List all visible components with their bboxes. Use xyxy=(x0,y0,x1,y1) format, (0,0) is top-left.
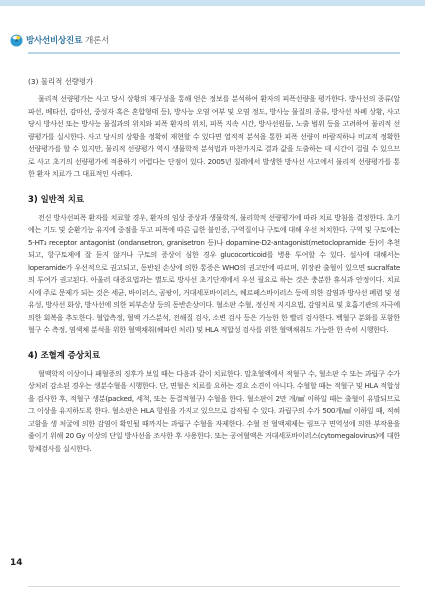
paragraph-general-treatment: 전신 방사선피폭 환자를 치료할 경우, 환자의 임상 증상과 생물학적, 물리학적 선량평가에 따라 치료 방침을 결정한다. 초기에는 기도 및 순환기능 유지에 중점을 두고 피폭에 따른 급한 불인증, 구역질이나 구토에 대해 우선 처치한다. 구역 및 구토에는 5-HT₃ receptor antagonist (ondansetron, granisetron 등)나 dopamine-D2-antagonist(metoclopramide 등)이 추천되고, 항구토제에 잘 듣지 않거나 구토의 증상이 심한 경우 glucocorticoid를 병용 투여할 수 있다. 설사에 대해서는 loperamide가 우선적으로 권고되고, 동반된 손상에 의한 통증은 WHO의 권고안에 따르며, 위장관 출혈이 있으면 sucralfate의 투여가 권고된다. 아울러 대증요법과는 별도로 방사선 초기단계에서 우선 필요로 하는 것은 충분한 휴식과 안정이다. 치료 시에 주로 문제가 되는 것은 세균, 바이러스, 곰팡이, 거대세포바이러스, 헤르페스바이러스 등에 의한 감염과 방사선 폐렴 및 섬유성, 방사선 화상, 방사선에 의한 피부손상 등의 동반손상이다. 혈소판 수혈, 정신적 지지요법, 감염치료 및 호흡기관의 자극에 의한 회복을 추도한다. 혈압측정, 혈액 가스분석, 전해질 검사, 소변 검사 등은 가능한 한 빨리 검사한다. 백혈구 분화를 포함한 혈구 수 측정, 염색체 분석을 위한 혈액채취(헤파린 처리) 및 HLA 적합성 검사를 위한 혈액채취도 가능한 한 속히 시행한다. xyxy=(28,212,400,334)
footer-rule xyxy=(28,586,400,587)
top-color-band xyxy=(0,0,425,6)
header-rule xyxy=(28,52,400,54)
paragraph-physical-dose: 물리적 선량평가는 사고 당시 상황의 재구성을 통해 얻은 정보를 분석하여 환자의 피폭선량을 평가한다. 방사선의 종류(알파선, 베타선, 감마선, 중성자 혹은 혼합형태 등), 방사능 오염 여부 및 오염 정도, 방사능 물질의 종류, 방사선 차폐 상황, 사고 당시 방사선 또는 방사능 물질과의 위치와 피폭 환자의 위치, 피폭 지속 시간, 방사선원들, 노출 범위 등을 고려하여 물리적 선량평가를 실시한다. 사고 당시의 상황을 정확히 재현할 수 있다면 열적적 분석을 통한 피폭 선량이 바람직하나 비교적 정확한 선량평가를 할 수 있지만, 물리적 선량평가 역시 생물학적 분석법과 마찬가지로 결과 값을 도출하는 데 시간이 걸릴 수 있으므로 사고 초기의 선량평가에 적용하기 어렵다는 단점이 있다. 2005년 칠레에서 발생한 방사선 사고에서 물리적 선량평가를 통한 환자 치료가 그 대표적인 사례다. xyxy=(28,94,400,178)
paragraph-hematopoietic: 혈액학적 이상이나 패혈증의 징후가 보일 때는 다음과 같이 치료한다. 말초혈액에서 적혈구 수, 혈소판 수 또는 과립구 수가 상처러 감소된 경우는 생분수혈을 시행한다. 단, 면혈은 치료를 요하는 경요 소견이 아니다. 수혈할 때는 적혈구 및 HLA 적합성을 검사한 후, 적혈구 생분(packed, 세척, 또는 동결적혈구) 수혈을 한다. 혈소판이 2만 개/㎣ 이하일 때는 출혈이 유발되므로 그 이상을 유지하도록 한다. 혈소판은 HLA 항원을 가지고 있으므로 감작될 수 있다. 과립구의 수가 500개/㎣ 이하일 때, 적혀 고함을 생 처굴에 의한 감염이 확인될 때까지는 과립구 수혈을 자제한다. 수혈 전 혈액제제는 림프구 면역성에 의한 부작용을 줄이기 위해 20 Gy 이상의 단일 방사선을 조사한 후 사용한다. 또는 공여혈액은 거대세포바이러스(cytomegalovirus)에 대한 항체검사를 실시한다. xyxy=(28,368,400,453)
header-title: 방사선비상진료 xyxy=(26,36,83,46)
radiation-badge-icon xyxy=(10,34,23,47)
subsection-title-physical-dose: (3) 물리적 선량평가 xyxy=(28,77,94,86)
header-subtitle: 개론서 xyxy=(85,36,110,46)
section-title-general-treatment: 3) 일반적 치료 xyxy=(28,193,84,204)
document-body xyxy=(28,76,400,455)
page-number: 14 xyxy=(10,558,23,568)
running-header xyxy=(10,32,109,48)
section-title-hematopoietic: 4) 조혈계 증상치료 xyxy=(28,349,101,360)
